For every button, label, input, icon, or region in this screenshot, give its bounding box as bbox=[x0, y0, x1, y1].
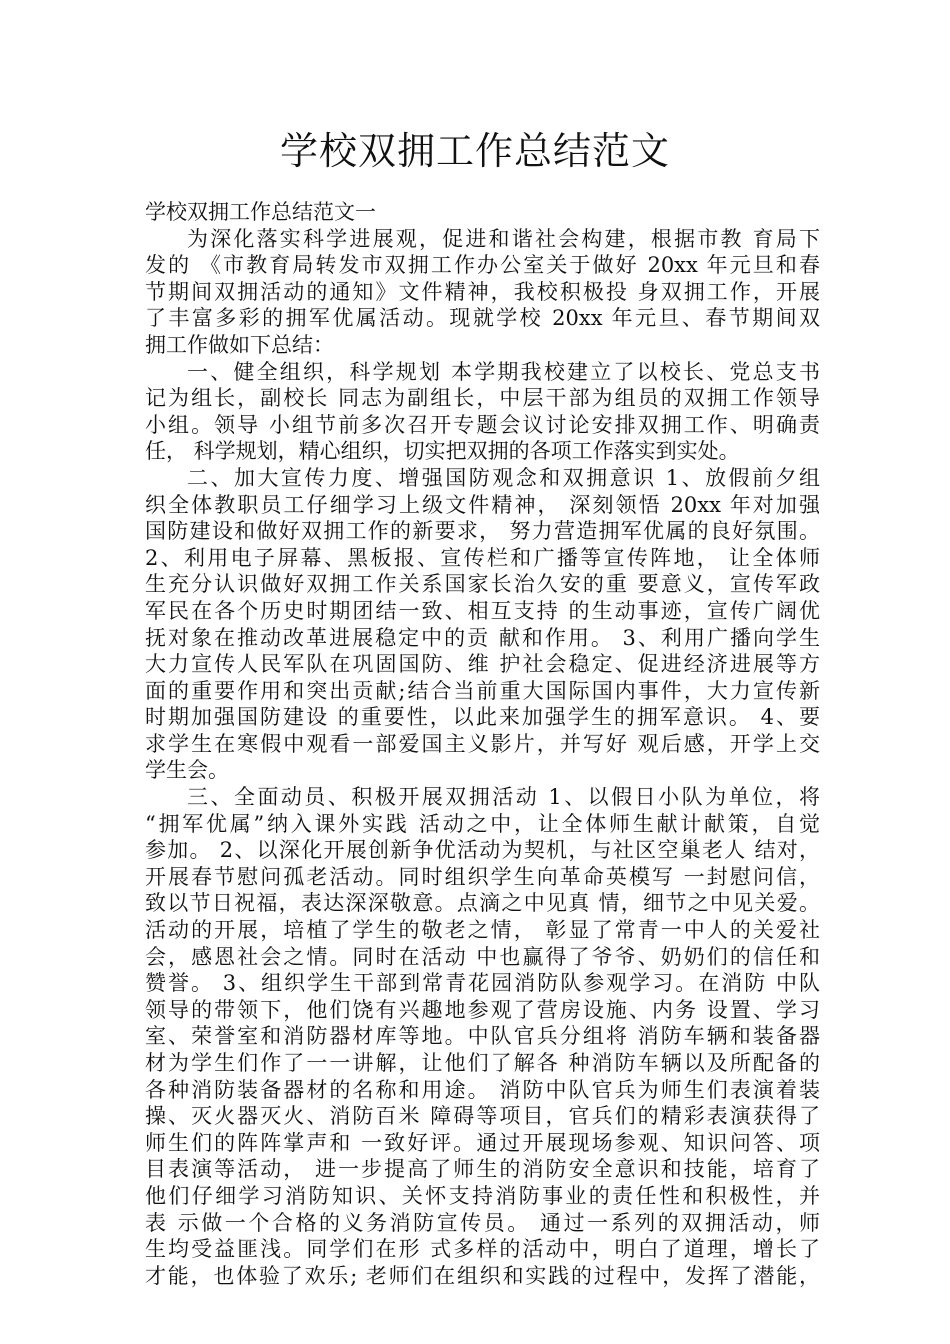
text-line: 致以节日祝福，表达深深敬意。点滴之中见真 情，细节之中见关爱。 bbox=[145, 891, 820, 916]
document-title: 学校双拥工作总结范文 bbox=[279, 129, 670, 173]
text-line: 节期间双拥活动的通知》文件精神，我校积极投 身双拥工作，开展 bbox=[145, 279, 820, 304]
text-line: 2、利用电子屏幕、黑板报、宣传栏和广播等宣传阵地， 让全体师 bbox=[145, 545, 820, 570]
text-line: 记为组长，副校长 同志为副组长，中层干部为组员的双拥工作领导 bbox=[145, 386, 820, 411]
text-line: 织全体教职员工仔细学习上级文件精神， 深刻领悟 20xx 年对加强 bbox=[145, 492, 820, 517]
text-line: 操、灭火器灭火、消防百米 障碍等项目，官兵们的精彩表演获得了 bbox=[145, 1104, 820, 1129]
text-line: 一、健全组织，科学规划 本学期我校建立了以校长、党总支书 bbox=[187, 359, 820, 384]
text-line: 发的 《市教育局转发市双拥工作办公室关于做好 20xx 年元旦和春 bbox=[145, 253, 820, 278]
text-line: 领导的带领下，他们饶有兴趣地参观了营房设施、内务 设置、学习 bbox=[145, 997, 820, 1022]
text-line: 才能，也体验了欢乐; 老师们在组织和实践的过程中，发挥了潜能， bbox=[145, 1263, 820, 1288]
text-line: 二、加大宣传力度、增强国防观念和双拥意识 1、放假前夕组 bbox=[187, 465, 820, 490]
text-line: 生充分认识做好双拥工作关系国家长治久安的重 要意义，宣传军政 bbox=[145, 572, 820, 597]
text-line: 师生们的阵阵掌声和 一致好评。通过开展现场参观、知识问答、项 bbox=[145, 1130, 820, 1155]
text-line: “拥军优属”纳入课外实践 活动之中，让全体师生献计献策，自觉 bbox=[145, 811, 820, 836]
text-line: 他们仔细学习消防知识、关怀支持消防事业的责任性和积极性，并 bbox=[145, 1183, 820, 1208]
text-line: 学校双拥工作总结范文一 bbox=[145, 200, 376, 224]
text-line: 表 示做一个合格的义务消防宣传员。 通过一系列的双拥活动，师 bbox=[145, 1210, 820, 1235]
text-line: 面的重要作用和突出贡献;结合当前重大国际国内事件，大力宣传新 bbox=[145, 678, 820, 703]
text-line: 了丰富多彩的拥军优属活动。现就学校 20xx 年元旦、春节期间双 bbox=[145, 306, 820, 331]
text-line: 拥工作做如下总结： bbox=[145, 332, 334, 357]
text-line: 为深化落实科学进展观，促进和谐社会构建，根据市教 育局下 bbox=[187, 226, 820, 251]
text-line: 小组。领导 小组节前多次召开专题会议讨论安排双拥工作、明确责 bbox=[145, 412, 820, 437]
text-line: 军民在各个历史时期团结一致、相互支持 的生动事迹，宣传广阔优 bbox=[145, 598, 820, 623]
text-line: 室、荣誉室和消防器材库等地。中队官兵分组将 消防车辆和装备器 bbox=[145, 1024, 820, 1049]
text-line: 参加。 2、以深化开展创新争优活动为契机，与社区空巢老人 结对， bbox=[145, 838, 820, 863]
document-body bbox=[145, 199, 820, 1289]
text-line: 目表演等活动， 进一步提高了师生的消防安全意识和技能，培育了 bbox=[145, 1157, 820, 1182]
text-line: 任， 科学规划，精心组织，切实把双拥的各项工作落实到实处。 bbox=[145, 439, 740, 464]
text-line: 开展春节慰问孤老活动。同时组织学生向革命英模写 一封慰问信， bbox=[145, 864, 820, 889]
text-line: 学生会。 bbox=[145, 758, 229, 783]
text-line: 抚对象在推动改革进展稳定中的贡 献和作用。 3、利用广播向学生 bbox=[145, 625, 820, 650]
text-line: 时期加强国防建设 的重要性，以此来加强学生的拥军意识。 4、要 bbox=[145, 705, 820, 730]
text-line: 赞誉。 3、组织学生干部到常青花园消防队参观学习。在消防 中队 bbox=[145, 971, 820, 996]
text-line: 三、全面动员、积极开展双拥活动 1、以假日小队为单位，将 bbox=[187, 785, 820, 810]
text-line: 大力宣传人民军队在巩固国防、维 护社会稳定、促进经济进展等方 bbox=[145, 652, 820, 677]
text-line: 国防建设和做好双拥工作的新要求， 努力营造拥军优属的良好氛围。 bbox=[145, 519, 820, 544]
text-line: 各种消防装备器材的名称和用途。 消防中队官兵为师生们表演着装 bbox=[145, 1077, 820, 1102]
text-line: 会，感恩社会之情。同时在活动 中也赢得了爷爷、奶奶们的信任和 bbox=[145, 944, 820, 969]
text-line: 求学生在寒假中观看一部爱国主义影片，并写好 观后感，开学上交 bbox=[145, 731, 820, 756]
text-line: 活动的开展，培植了学生的敬老之情， 彰显了常青一中人的关爱社 bbox=[145, 918, 820, 943]
text-line: 材为学生们作了一一讲解，让他们了解各 种消防车辆以及所配备的 bbox=[145, 1051, 820, 1075]
text-line: 生均受益匪浅。同学们在形 式多样的活动中，明白了道理，增长了 bbox=[145, 1237, 820, 1262]
